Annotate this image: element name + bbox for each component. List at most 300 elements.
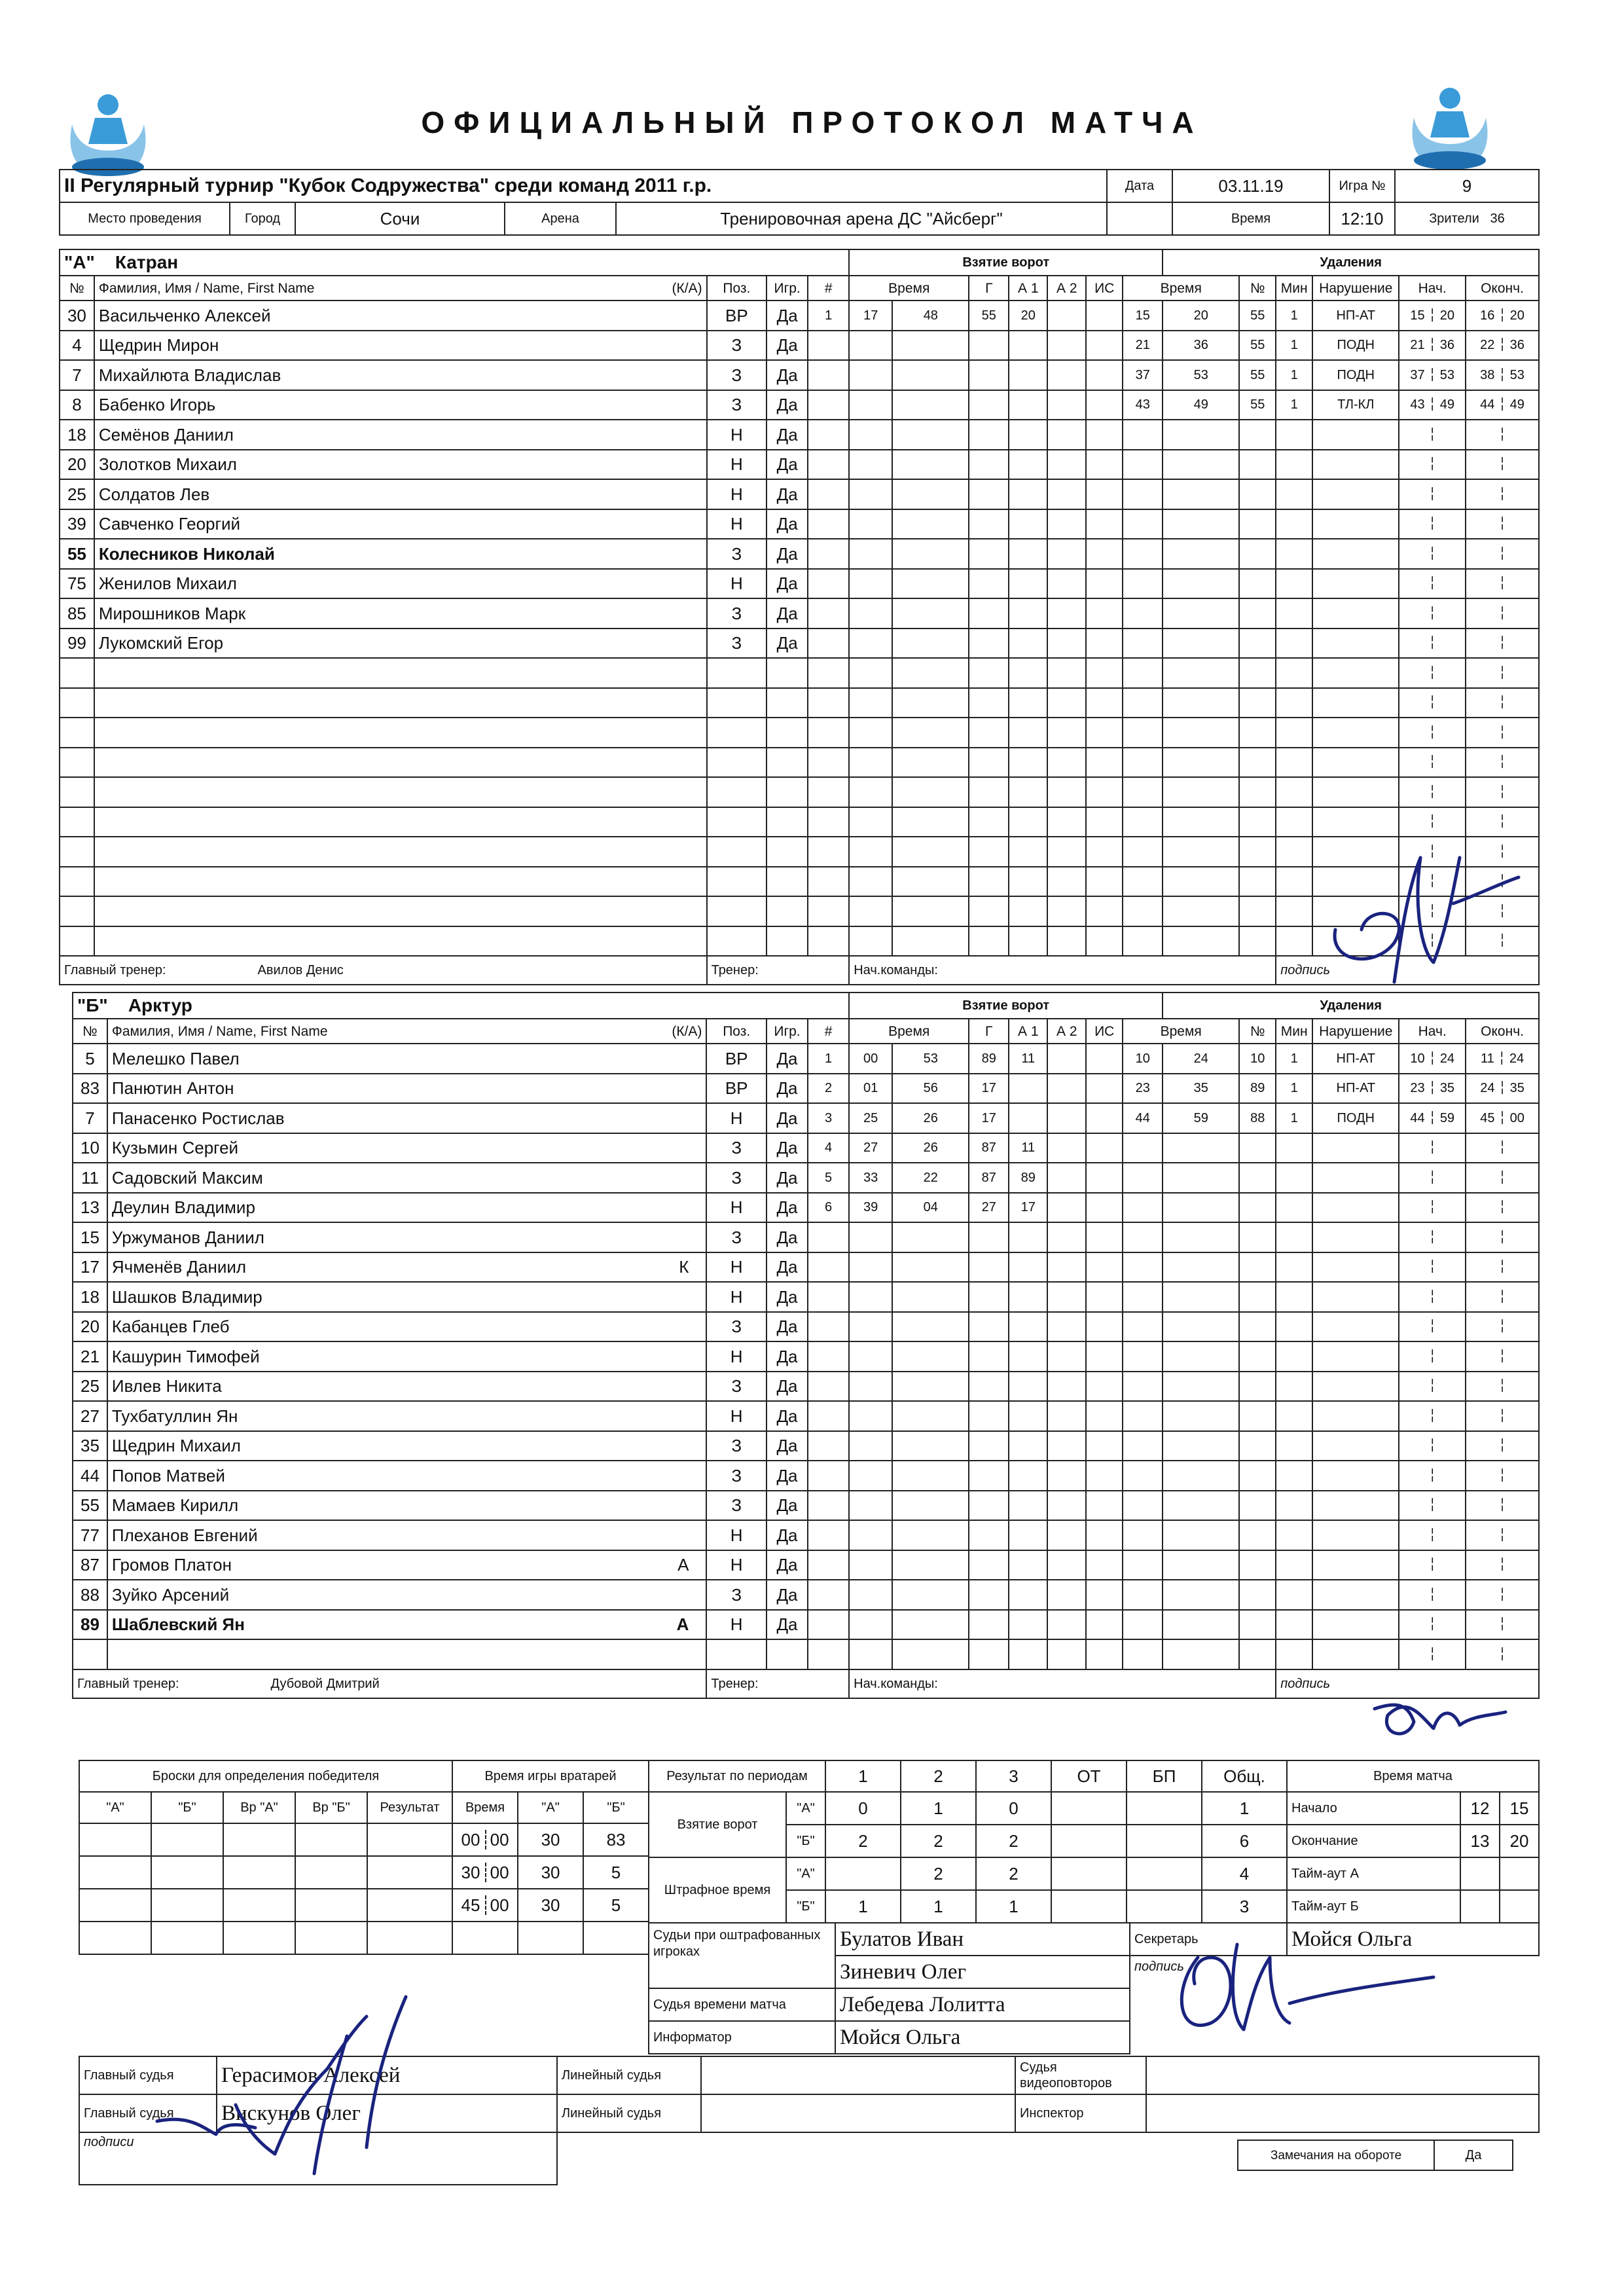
num-col-header: № <box>73 1019 107 1044</box>
player-name <box>107 1610 707 1640</box>
goal-second: 22 <box>892 1163 969 1193</box>
goal-second <box>892 926 969 957</box>
pen-player <box>1239 1341 1276 1372</box>
team-signature-label: подпись <box>1280 963 1331 977</box>
pim-b-total: 3 <box>1202 1890 1287 1923</box>
player-name <box>107 1252 707 1283</box>
spectators <box>1395 202 1539 235</box>
player-name <box>94 688 707 718</box>
table-row <box>60 479 1539 509</box>
pen-second <box>1163 1282 1239 1312</box>
pen-start-min: 21 <box>1410 338 1425 353</box>
so-b-header: "Б" <box>151 1792 223 1823</box>
player-name-text: Ивлев Никита <box>111 1376 222 1396</box>
pen-minutes <box>1276 1282 1312 1312</box>
player-played: Да <box>767 1461 808 1491</box>
goal-scorer <box>969 658 1009 688</box>
pen-end: 22 ╎ 36 <box>1466 331 1539 361</box>
goal-assist1 <box>1009 1103 1047 1133</box>
informer-name: Мойся Ольга <box>835 2021 1130 2054</box>
pen-end: ╎ <box>1466 718 1539 748</box>
goal-number <box>808 509 849 539</box>
pen-end: ╎ <box>1466 1491 1539 1521</box>
player-name <box>94 629 707 659</box>
head-coach-label: Главный тренер: <box>77 1676 179 1691</box>
pen-infraction <box>1312 1431 1399 1461</box>
goal-assist1 <box>1009 718 1047 748</box>
pen-infraction <box>1312 1491 1399 1521</box>
pen-second <box>1163 807 1239 837</box>
main-ref-1: Герасимов Алексей <box>217 2056 557 2094</box>
pen-second <box>1163 1341 1239 1372</box>
goal-minute <box>849 896 892 926</box>
pen-start: ╎ <box>1399 450 1466 480</box>
spectators-value: 36 <box>1490 211 1505 226</box>
goal-number <box>808 748 849 778</box>
player-number: 87 <box>73 1550 107 1580</box>
goal-minute: 33 <box>849 1163 892 1193</box>
goals-a-ot <box>1051 1792 1127 1825</box>
period-3-header: 3 <box>976 1760 1051 1792</box>
pen-start: ╎ <box>1399 1312 1466 1342</box>
head-coach-label: Главный тренер: <box>64 963 166 977</box>
goal-situation <box>1086 837 1123 867</box>
goal-scorer: 17 <box>969 1103 1009 1133</box>
goal-minute <box>849 420 892 450</box>
pen-player <box>1239 1580 1276 1610</box>
gk-a-cell: 30 <box>518 1823 583 1856</box>
player-number: 39 <box>60 509 94 539</box>
player-position: З <box>707 390 767 420</box>
table-row <box>73 1372 1539 1402</box>
pen-player <box>1239 718 1276 748</box>
pim-a-p2: 2 <box>901 1857 976 1890</box>
player-position <box>707 896 767 926</box>
player-played: Да <box>767 1163 808 1193</box>
player-name <box>107 1312 707 1342</box>
timeout-b-label: Тайм-аут Б <box>1287 1890 1460 1923</box>
game-situation-header: ИС <box>1086 1019 1123 1044</box>
pen-second <box>1163 837 1239 867</box>
player-name-text: Щедрин Мирон <box>98 335 219 355</box>
player-number: 18 <box>60 420 94 450</box>
pen-infraction <box>1312 629 1399 659</box>
period-title: Результат по периодам <box>649 1760 825 1792</box>
goal-number <box>808 331 849 361</box>
goal-scorer: 87 <box>969 1133 1009 1163</box>
player-name <box>107 1163 707 1193</box>
pen-minute <box>1123 1252 1163 1283</box>
goal-assist2 <box>1047 718 1086 748</box>
goals-section-title: Взятие ворот <box>849 249 1163 276</box>
goal-minute <box>849 1431 892 1461</box>
goal-scorer <box>969 1282 1009 1312</box>
goals-a-p2: 1 <box>901 1792 976 1825</box>
player-position: Н <box>706 1341 767 1372</box>
pen-judge-1: Булатов Иван <box>835 1923 1130 1956</box>
pen-end: ╎ <box>1466 1520 1539 1550</box>
player-number <box>60 867 94 897</box>
player-name-text: Мирошников Марк <box>98 603 246 623</box>
goal-second <box>892 748 969 778</box>
pen-start: ╎ <box>1399 1252 1466 1283</box>
pen-minutes <box>1276 1461 1312 1491</box>
goal-minute <box>849 1372 892 1402</box>
pen-second: 53 <box>1163 360 1239 390</box>
pen-end: ╎ <box>1466 509 1539 539</box>
goal-second <box>892 450 969 480</box>
player-name <box>107 1401 707 1431</box>
goal-scorer: 87 <box>969 1163 1009 1193</box>
player-played: Да <box>767 1341 808 1372</box>
penalties-section-title: Удаления <box>1163 993 1539 1019</box>
played-col-header: Игр. <box>767 1019 808 1044</box>
goal-number: 3 <box>808 1103 849 1133</box>
player-name <box>107 1520 707 1550</box>
player-played: Да <box>767 569 808 599</box>
period-1-header: 1 <box>825 1760 901 1792</box>
pen-start: 15 ╎ 20 <box>1399 301 1466 331</box>
goal-second <box>892 1431 969 1461</box>
table-row <box>60 331 1539 361</box>
goal-scorer-header: Г <box>969 1019 1009 1044</box>
player-number: 35 <box>73 1431 107 1461</box>
match-start-min: 15 <box>1500 1792 1539 1825</box>
pen-end-sec: 53 <box>1509 367 1525 382</box>
pen-minute <box>1123 1163 1163 1193</box>
pen-end: ╎ <box>1466 688 1539 718</box>
pen-infraction-header: Нарушение <box>1312 1019 1399 1044</box>
pen-minutes <box>1276 1639 1312 1669</box>
table-row <box>60 629 1539 659</box>
pen-end-sec: 35 <box>1509 1081 1525 1096</box>
pen-minute <box>1123 539 1163 569</box>
player-played: Да <box>767 1520 808 1550</box>
goal-assist2 <box>1047 1341 1086 1372</box>
goal-scorer <box>969 420 1009 450</box>
pen-min-header: Мин <box>1276 276 1312 301</box>
table-row <box>60 926 1539 957</box>
head-coach <box>73 1669 706 1698</box>
goal-second <box>892 688 969 718</box>
pen-minute: 23 <box>1123 1074 1163 1104</box>
player-number: 18 <box>73 1282 107 1312</box>
goal-second <box>892 1580 969 1610</box>
pen-second <box>1163 598 1239 629</box>
goal-situation <box>1086 1312 1123 1342</box>
pen-infraction <box>1312 688 1399 718</box>
goal-time-header: Время <box>849 1019 969 1044</box>
pen-end: ╎ <box>1466 1222 1539 1252</box>
pen-start: ╎ <box>1399 867 1466 897</box>
player-played: Да <box>767 1580 808 1610</box>
pen-second <box>1163 1491 1239 1521</box>
gk-time-cell <box>452 1856 518 1889</box>
pen-player <box>1239 1312 1276 1342</box>
pen-second <box>1163 569 1239 599</box>
name-col-label: Фамилия, Имя / Name, First Name <box>111 1023 328 1039</box>
player-name-text: Михайлюта Владислав <box>98 365 281 385</box>
pen-minutes <box>1276 926 1312 957</box>
goal-minute <box>849 1341 892 1372</box>
pen-minutes <box>1276 658 1312 688</box>
pen-end: ╎ <box>1466 598 1539 629</box>
secretary-signature-label: подпись <box>1134 1959 1184 1974</box>
player-position: З <box>707 331 767 361</box>
table-row <box>60 301 1539 331</box>
pen-player <box>1239 1639 1276 1669</box>
player-played: Да <box>767 1193 808 1223</box>
pen-minutes <box>1276 1431 1312 1461</box>
player-name <box>107 1282 707 1312</box>
goal-assist2 <box>1047 658 1086 688</box>
pen-second <box>1163 1193 1239 1223</box>
goal-situation <box>1086 539 1123 569</box>
player-name <box>94 748 707 778</box>
goal-second: 26 <box>892 1103 969 1133</box>
gk-b-cell: 83 <box>583 1823 649 1856</box>
pen-start-sec: 59 <box>1439 1110 1455 1125</box>
pen-minutes: 1 <box>1276 1074 1312 1104</box>
pen-end: ╎ <box>1466 1610 1539 1640</box>
pen-minute <box>1123 1372 1163 1402</box>
pen-end: 24 ╎ 35 <box>1466 1074 1539 1104</box>
pen-end: ╎ <box>1466 1282 1539 1312</box>
pen-minute <box>1123 509 1163 539</box>
match-time-title: Время матча <box>1287 1760 1539 1792</box>
pen-player <box>1239 420 1276 450</box>
goal-scorer: 55 <box>969 301 1009 331</box>
team-a-header <box>60 249 849 276</box>
player-number: 25 <box>60 479 94 509</box>
pen-minutes <box>1276 896 1312 926</box>
pen-minute <box>1123 1580 1163 1610</box>
goal-assist1 <box>1009 777 1047 807</box>
player-position: Н <box>707 450 767 480</box>
goal-assist1 <box>1009 1282 1047 1312</box>
match-end-hour: 13 <box>1460 1825 1500 1857</box>
goal-second <box>892 509 969 539</box>
pen-infraction <box>1312 1372 1399 1402</box>
goal-scorer <box>969 867 1009 897</box>
goal-assist1 <box>1009 1520 1047 1550</box>
goal-number <box>808 420 849 450</box>
gk-time-cell <box>452 1823 518 1856</box>
goal-assist1 <box>1009 658 1047 688</box>
goal-scorer <box>969 688 1009 718</box>
gk-row <box>79 1823 649 1856</box>
goal-minute <box>849 479 892 509</box>
goals-b-bp <box>1127 1825 1202 1857</box>
pen-second <box>1163 1312 1239 1342</box>
player-position <box>707 688 767 718</box>
player-number <box>60 658 94 688</box>
pen-infraction <box>1312 658 1399 688</box>
pen-minute <box>1123 1461 1163 1491</box>
pen-end-min: 24 <box>1480 1081 1495 1096</box>
pen-infraction: ПОДН <box>1312 1103 1399 1133</box>
player-position <box>707 718 767 748</box>
goal-assist1 <box>1009 629 1047 659</box>
goal-scorer <box>969 360 1009 390</box>
team-b-letter: "Б" <box>77 995 108 1015</box>
team-a-signature <box>1322 831 1532 1002</box>
pen-player <box>1239 1431 1276 1461</box>
table-row <box>73 1580 1539 1610</box>
goal-number <box>808 1639 849 1669</box>
pen-player <box>1239 1193 1276 1223</box>
goal-time-header: Время <box>849 276 969 301</box>
goal-second <box>892 1252 969 1283</box>
goal-assist1 <box>1009 360 1047 390</box>
name-col-label: Фамилия, Имя / Name, First Name <box>98 280 315 296</box>
pen-player <box>1239 867 1276 897</box>
pen-second: 24 <box>1163 1044 1239 1074</box>
pen-player: 55 <box>1239 390 1276 420</box>
player-number <box>60 896 94 926</box>
player-number <box>60 688 94 718</box>
assist2-header: А 2 <box>1047 1019 1086 1044</box>
main-ref-label-1: Главный судья <box>79 2056 217 2094</box>
table-row <box>73 1610 1539 1640</box>
player-name-text: Зуйко Арсений <box>111 1584 230 1605</box>
player-name <box>94 926 707 957</box>
goal-number <box>808 1580 849 1610</box>
pen-start: 44 ╎ 59 <box>1399 1103 1466 1133</box>
goal-minute: 27 <box>849 1133 892 1163</box>
goal-assist2 <box>1047 479 1086 509</box>
pen-start: ╎ <box>1399 658 1466 688</box>
team-signature-label: подпись <box>1280 1676 1331 1691</box>
goal-situation <box>1086 658 1123 688</box>
goal-minute <box>849 1401 892 1431</box>
goal-assist2 <box>1047 1610 1086 1640</box>
player-name <box>107 1580 707 1610</box>
player-position: Н <box>706 1193 767 1223</box>
player-name <box>107 1461 707 1491</box>
informer-label: Информатор <box>649 2021 835 2054</box>
goal-second <box>892 539 969 569</box>
goal-scorer <box>969 331 1009 361</box>
pen-infraction <box>1312 1639 1399 1669</box>
pen-second <box>1163 420 1239 450</box>
table-row <box>60 867 1539 897</box>
goal-minute <box>849 777 892 807</box>
player-position <box>707 748 767 778</box>
goals-b-total: 6 <box>1202 1825 1287 1857</box>
goal-number <box>808 1431 849 1461</box>
pen-end: ╎ <box>1466 837 1539 867</box>
player-number: 21 <box>73 1341 107 1372</box>
player-name <box>107 1341 707 1372</box>
table-row <box>73 1550 1539 1580</box>
table-row <box>60 837 1539 867</box>
team-b-signature <box>1368 1689 1512 1748</box>
pen-minute <box>1123 748 1163 778</box>
player-number: 17 <box>73 1252 107 1283</box>
player-position: З <box>706 1580 767 1610</box>
ka-col-label: (К/А) <box>672 1023 702 1039</box>
player-position: Н <box>707 479 767 509</box>
pen-second <box>1163 1431 1239 1461</box>
goal-number <box>808 1282 849 1312</box>
goal-assist1: 11 <box>1009 1044 1047 1074</box>
pen-start: ╎ <box>1399 1461 1466 1491</box>
goal-number <box>808 926 849 957</box>
gk-time-sec: 00 <box>485 1895 509 1915</box>
goalie-time-title: Время игры вратарей <box>452 1760 649 1792</box>
goal-second <box>892 1282 969 1312</box>
pen-start-sec: 53 <box>1439 367 1455 382</box>
goal-assist1 <box>1009 807 1047 837</box>
player-name <box>94 390 707 420</box>
player-number: 27 <box>73 1401 107 1431</box>
goals-a-p3: 0 <box>976 1792 1051 1825</box>
pen-end: ╎ <box>1466 450 1539 480</box>
goals-b-p1: 2 <box>825 1825 901 1857</box>
pim-b-p1: 1 <box>825 1890 901 1923</box>
pen-start: ╎ <box>1399 1520 1466 1550</box>
pen-start: 10 ╎ 24 <box>1399 1044 1466 1074</box>
match-header-table <box>59 169 1540 203</box>
goal-situation <box>1086 1282 1123 1312</box>
goal-minute <box>849 867 892 897</box>
pen-minutes <box>1276 748 1312 778</box>
table-row <box>60 748 1539 778</box>
date-label: Дата <box>1107 170 1172 202</box>
table-row <box>60 807 1539 837</box>
goal-second <box>892 1461 969 1491</box>
pen-minute: 37 <box>1123 360 1163 390</box>
pen-start: ╎ <box>1399 1282 1466 1312</box>
pen-minute <box>1123 1341 1163 1372</box>
coach-label: Тренер: <box>706 1669 849 1698</box>
goal-assist2 <box>1047 1520 1086 1550</box>
pen-num-header: № <box>1239 276 1276 301</box>
goal-assist2 <box>1047 539 1086 569</box>
player-position: ВР <box>707 301 767 331</box>
goal-assist1 <box>1009 926 1047 957</box>
pen-second <box>1163 1550 1239 1580</box>
goal-minute <box>849 1282 892 1312</box>
team-chief-label: Нач.команды: <box>849 1669 1276 1698</box>
pen-second <box>1163 1252 1239 1283</box>
player-played <box>767 867 808 897</box>
main-ref-label-2: Главный судья <box>79 2094 217 2132</box>
player-number: 5 <box>73 1044 107 1074</box>
player-played: Да <box>767 420 808 450</box>
player-position <box>707 658 767 688</box>
goal-second <box>892 1520 969 1550</box>
player-name-text: Колесников Николай <box>98 543 275 564</box>
goal-number <box>808 390 849 420</box>
player-number: 55 <box>73 1491 107 1521</box>
player-position <box>707 926 767 957</box>
goal-second <box>892 390 969 420</box>
goal-number <box>808 1252 849 1283</box>
player-number: 4 <box>60 331 94 361</box>
goal-assist2 <box>1047 807 1086 837</box>
match-end-label: Окончание <box>1287 1825 1460 1857</box>
team-a-short: "А" <box>786 1792 825 1825</box>
goal-assist2 <box>1047 777 1086 807</box>
name-col-header <box>94 276 707 301</box>
team-b-table <box>72 992 1540 1699</box>
city-value: Сочи <box>295 202 505 235</box>
player-played: Да <box>767 1282 808 1312</box>
pen-minute <box>1123 1133 1163 1163</box>
goal-number <box>808 1312 849 1342</box>
